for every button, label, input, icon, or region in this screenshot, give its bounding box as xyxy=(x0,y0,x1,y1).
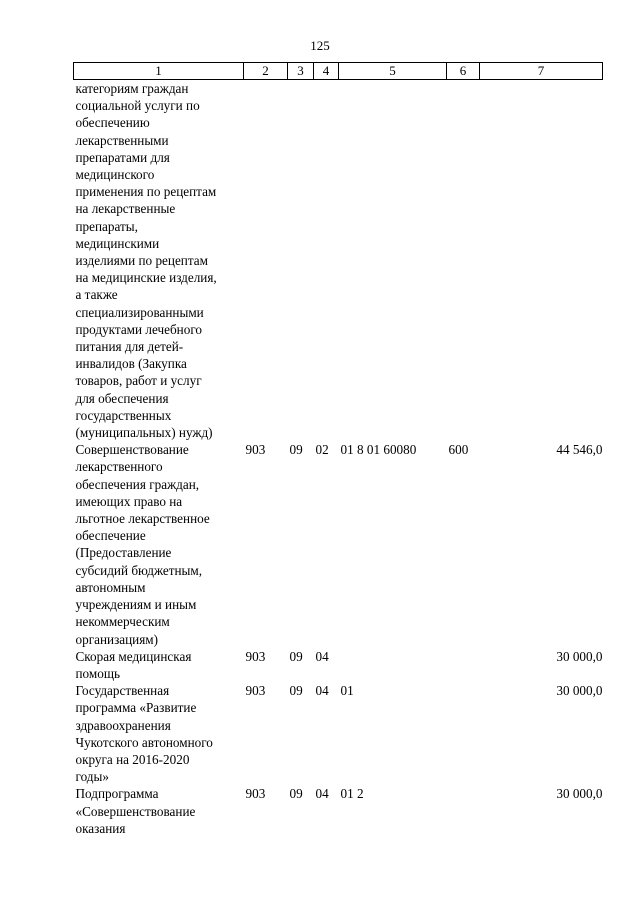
row-target: 01 8 01 60080 xyxy=(340,442,417,458)
row-amount xyxy=(480,80,603,442)
row-subsection: 02 xyxy=(315,442,329,458)
page-number: 125 xyxy=(310,38,330,53)
row-section xyxy=(288,80,314,442)
row-amount: 44 546,0 xyxy=(556,442,603,458)
header-cell: 6 xyxy=(447,63,480,80)
row-subsection: 04 xyxy=(315,683,329,699)
row-section: 09 xyxy=(289,442,303,458)
row-subsection: 04 xyxy=(315,648,329,664)
row-subsection: 04 xyxy=(315,786,329,802)
row-subsection xyxy=(314,80,339,442)
row-name: Государственная программа «Развитие здравоохранения Чукотского автономного округа на 2016-2020 годы» xyxy=(75,683,213,785)
row-ministry: 903 xyxy=(245,442,266,458)
row-ministry xyxy=(244,80,288,442)
table-row xyxy=(74,648,603,682)
header-cell: 7 xyxy=(480,63,603,80)
budget-table xyxy=(73,62,603,837)
row-type xyxy=(447,682,480,785)
row-ministry: 903 xyxy=(245,786,266,802)
row-ministry: 903 xyxy=(245,683,266,699)
header-cell: 4 xyxy=(314,63,339,80)
row-name: Совершенствование лекарственного обеспечения граждан, имеющих право на льготное лекарственное обеспечение (Предоставление субсидий бюджетным, автономным учреждениям и иным некоммерческим организациям) xyxy=(75,442,210,647)
header-cell: 1 xyxy=(74,63,244,80)
row-target xyxy=(339,80,447,442)
row-section: 09 xyxy=(289,648,303,664)
row-name: категориям граждан социальной услуги по обеспечению лекарственными препаратами для медицинского применения по рецептам на лекарственные препараты, медицинскими изделиями по рецептам на медицинские изделия, а также специализированными продуктами лечебного питания для детей- инвалидов (Закупка товаров, работ и услуг для обеспечения государственных (муниципальных) нужд) xyxy=(75,81,217,441)
row-amount: 30 000,0 xyxy=(556,648,603,664)
header-row xyxy=(74,63,603,80)
row-type xyxy=(447,648,480,682)
row-section: 09 xyxy=(289,683,303,699)
row-name: Подпрограмма «Совершенствование оказания xyxy=(75,786,196,836)
table-row xyxy=(74,785,603,837)
row-type xyxy=(447,785,480,837)
row-type: 600 xyxy=(448,442,469,458)
header-cell: 2 xyxy=(244,63,288,80)
header-cell: 3 xyxy=(288,63,314,80)
row-type xyxy=(447,80,480,442)
row-amount: 30 000,0 xyxy=(556,683,603,699)
row-target xyxy=(339,648,447,682)
table-row xyxy=(74,80,603,442)
row-target: 01 2 xyxy=(340,786,364,802)
row-section: 09 xyxy=(289,786,303,802)
row-ministry: 903 xyxy=(245,648,266,664)
header-cell: 5 xyxy=(339,63,447,80)
row-amount: 30 000,0 xyxy=(556,786,603,802)
table-row xyxy=(74,441,603,647)
table-row xyxy=(74,682,603,785)
row-target: 01 xyxy=(340,683,354,699)
row-name: Скорая медицинская помощь xyxy=(75,648,192,681)
